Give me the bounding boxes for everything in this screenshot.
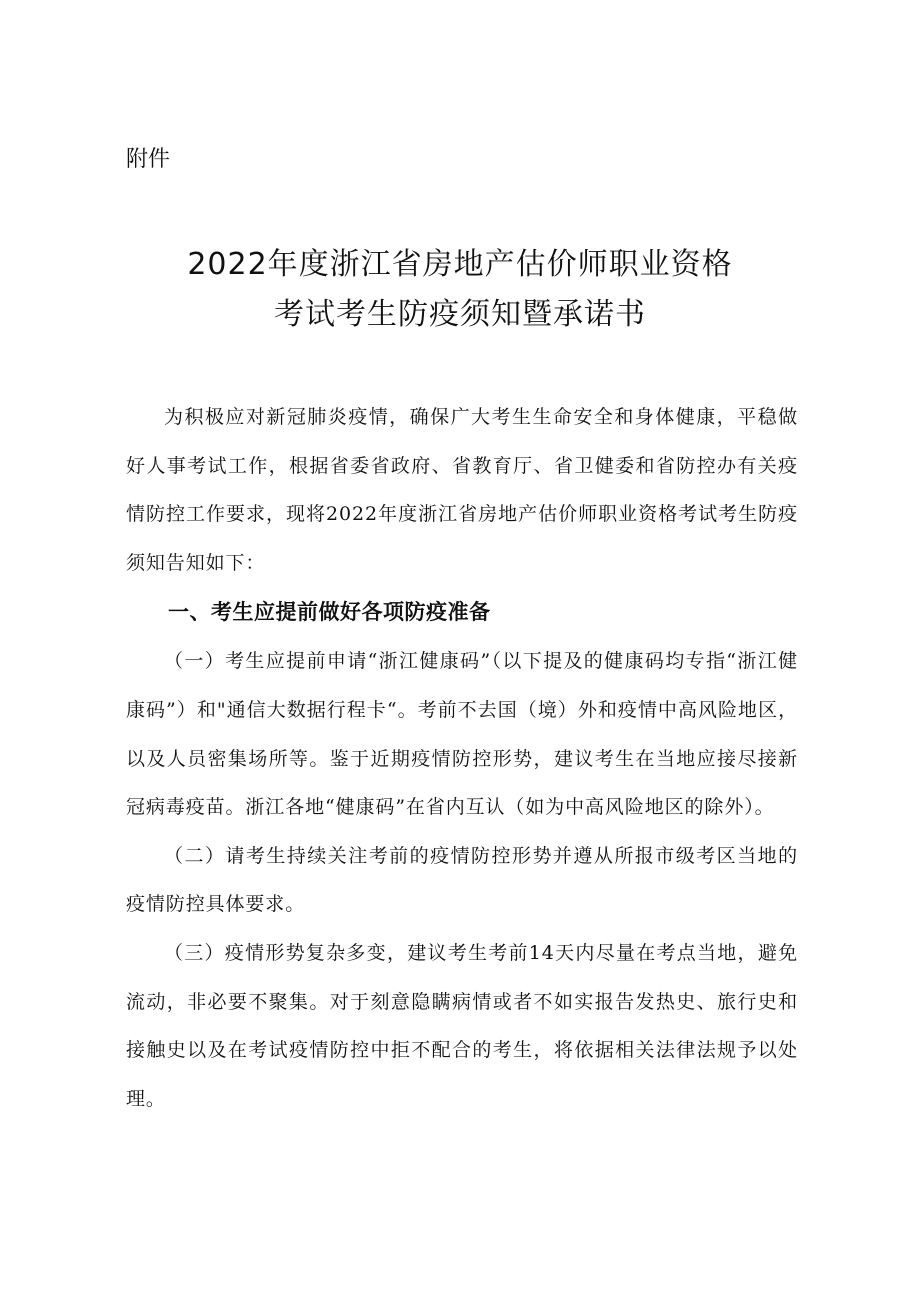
attachment-label: 附件 bbox=[126, 147, 171, 172]
document-body bbox=[126, 393, 798, 1123]
title-line-2: 考试考生防疫须知暨承诺书 bbox=[274, 297, 646, 332]
title-line-1: 2022年度浙江省房地产估价师职业资格 bbox=[187, 247, 733, 282]
item-3-paragraph: （三）疫情形势复杂多变，建议考生考前14天内尽量在考点当地，避免流动，非必要不聚集。对于刻意隐瞒病情或者不如实报告发热史、旅行史和接触史以及在考试疫情防控中拒不配合的考生，将依据相关法律法规予以处理。 bbox=[126, 941, 798, 1110]
document-title bbox=[110, 240, 810, 340]
item-1-paragraph: （一）考生应提前申请“浙江健康码”（以下提及的健康码均专指“浙江健康码”）和"通信大数据行程卡“。考前不去国（境）外和疫情中高风险地区，以及人员密集场所等。鉴于近期疫情防控形势，建议考生在当地应接尽接新冠病毒疫苗。浙江各地“健康码”在省内互认（如为中高风险地区的除外）。 bbox=[126, 650, 798, 819]
intro-paragraph: 为积极应对新冠肺炎疫情，确保广大考生生命安全和身体健康，平稳做好人事考试工作，根据省委省政府、省教育厅、省卫健委和省防控办有关疫情防控工作要求，现将2022年度浙江省房地产估价师职业资格考试考生防疫须知告知如下： bbox=[126, 406, 798, 574]
section-1-heading: 一、考生应提前做好各项防疫准备 bbox=[168, 600, 491, 625]
item-2-paragraph: （二）请考生持续关注考前的疫情防控形势并遵从所报市级考区当地的疫情防控具体要求。 bbox=[126, 844, 798, 916]
